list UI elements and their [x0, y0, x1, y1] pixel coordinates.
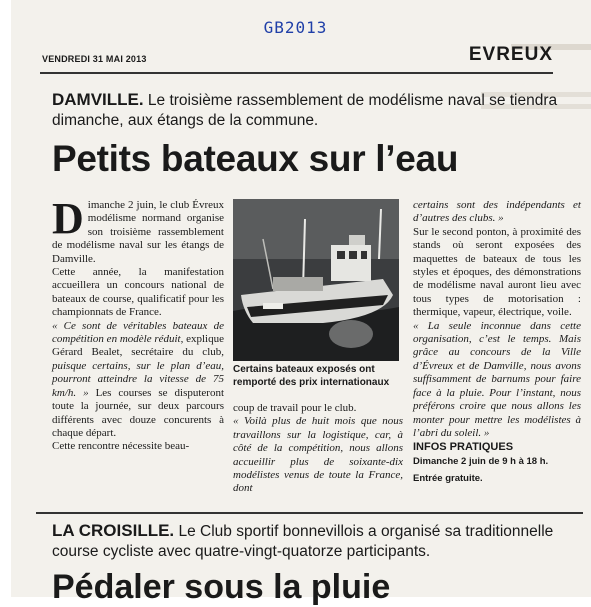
- quote: puisque certains, sur le plan d’eau, pourront atteindre la vitesse de 75 km/h. »: [52, 359, 224, 399]
- info-line: Entrée gratuite.: [413, 473, 483, 485]
- article-column-3: [413, 199, 581, 486]
- boat-photo: [233, 199, 399, 361]
- issue-date: VENDREDI 31 MAI 2013: [42, 54, 147, 64]
- header-rule: [40, 72, 553, 74]
- drop-cap: D: [52, 194, 84, 243]
- section-divider: [36, 512, 583, 514]
- kicker-place: DAMVILLE.: [52, 90, 144, 109]
- quote: « La seule inconnue dans cette organisation, c’est le temps. Mais grâce au concours de la Ville d’Évreux et de Damville, nous avons suffisamment de barnums pour faire face à la pluie. Pour l’instant, nous préférons croire que nous allons les monter pour mettre les modélistes à l’abri du soleil. »: [413, 319, 581, 439]
- paragraph: Cette rencontre nécessite beau-: [52, 440, 190, 453]
- paragraph: Les courses se disputeront toute la journée, sur deux parcours différents avec douze concurents à chaque départ.: [52, 386, 225, 439]
- quote: certains sont des indépendants et d’autres des clubs. »: [413, 199, 581, 225]
- article-column-1: [52, 194, 225, 454]
- archive-stamp: GB2013: [263, 18, 328, 37]
- kicker-place: LA CROISILLE.: [52, 521, 175, 540]
- page-margin: [0, 0, 11, 597]
- article-headline: Petits bateaux sur l’eau: [52, 138, 459, 179]
- quote: « Voilà plus de huit mois que nous travaillons sur la logistique, car, à côté de la compétition, nous allons accueillir plus de soixante-dix modélistes venus de toute la France, dont: [233, 415, 403, 495]
- paragraph: coup de travail pour le club.: [233, 402, 357, 414]
- paragraph: explique Gérard Bealet, secrétaire du club,: [52, 333, 224, 359]
- paragraph: imanche 2 juin, le club Évreux modélisme normand organise son troisième rassemblement de modélisme naval sur les étangs de Damville.: [52, 199, 224, 265]
- info-heading: INFOS PRATIQUES: [413, 441, 514, 454]
- section-city: EVREUX: [468, 44, 553, 65]
- paragraph: Sur le second ponton, à proximité des stands où seront exposées des maquettes de bateaux de tous les styles et époques, des démonstrations de modélisme naval auront lieu avec tous types de motorisation : thermique, vapeur, électrique, voile.: [413, 225, 581, 319]
- paragraph: Cette année, la manifestation accueillera un concours national de bateaux de course, qualificatif pour les championnats de France.: [52, 266, 224, 319]
- article-headline: Pédaler sous la pluie: [52, 568, 391, 606]
- info-line: Dimanche 2 juin de 9 h à 18 h.: [413, 455, 549, 467]
- model-boat-image: [233, 199, 399, 361]
- article-kicker: [52, 521, 582, 562]
- article-kicker: [52, 90, 572, 131]
- photo-caption: Certains bateaux exposés ont remporté des prix internationaux: [233, 364, 390, 388]
- quote: « Ce sont de véritables bateaux de compétition en modèle réduit,: [52, 319, 224, 346]
- kicker-text: Le Club sportif bonnevillois a organisé sa traditionnelle course cycliste avec quatre-vingt-quatorze participants.: [52, 523, 554, 560]
- article-column-2: [233, 402, 403, 496]
- kicker-text: Le troisième rassemblement de modélisme naval se tiendra dimanche, aux étangs de la commune.: [52, 92, 558, 129]
